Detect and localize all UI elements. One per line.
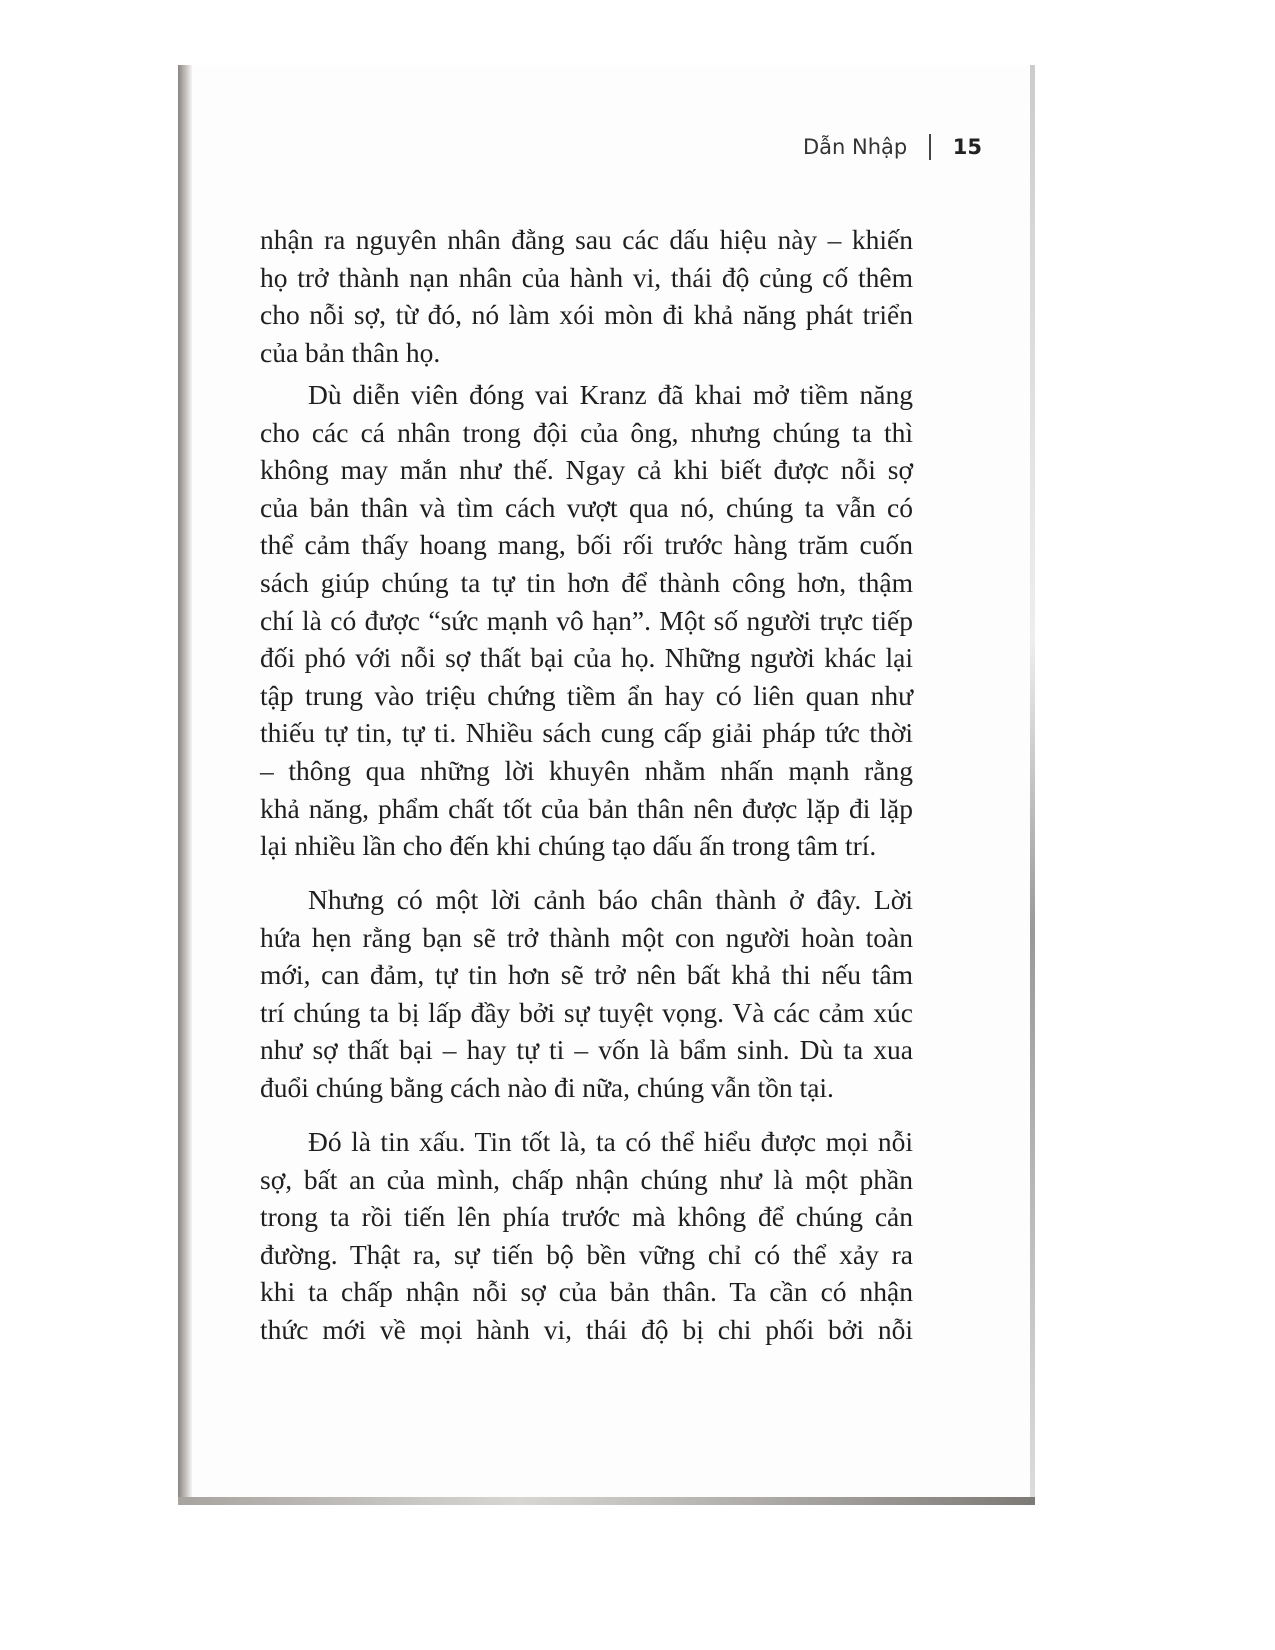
page-bottom-edge (178, 1497, 1035, 1505)
header-divider (929, 134, 931, 160)
text-line: – thông qua những lời khuyên nhằm nhấn mạnh rằng (260, 755, 913, 786)
text-line: đối phó với nỗi sợ thất bại của họ. Những người khác lại (260, 642, 913, 674)
text-line: thức mới về mọi hành vi, thái độ bị chi phối bởi nỗi (260, 1314, 913, 1345)
text-line: của bản thân và tìm cách vượt qua nó, chúng ta vẫn có (260, 491, 913, 523)
text-line: Nhưng có một lời cảnh báo chân thành ở đây. Lời (308, 884, 913, 915)
text-line: lại nhiều lần cho đến khi chúng tạo dấu ấn trong tâm trí. (260, 830, 877, 862)
text-line: Dù diễn viên đóng vai Kranz đã khai mở tiềm năng (308, 379, 913, 410)
text-line: hứa hẹn rằng bạn sẽ trở thành một con người hoàn toàn (260, 921, 913, 953)
chapter-title: Dẫn Nhập (803, 135, 908, 159)
text-line: nhận ra nguyên nhân đằng sau các dấu hiệu này – khiến (260, 224, 913, 255)
text-line: khi ta chấp nhận nỗi sợ của bản thân. Ta cần có nhận (260, 1276, 913, 1308)
text-line: đuổi chúng bằng cách nào đi nữa, chúng vẫn tồn tại. (260, 1072, 834, 1103)
text-line: như sợ thất bại – hay tự ti – vốn là bẩm sinh. Dù ta xua (260, 1034, 913, 1066)
text-line: trí chúng ta bị lấp đầy bởi sự tuyệt vọng. Và các cảm xúc (260, 996, 913, 1028)
text-line: tập trung vào triệu chứng tiềm ẩn hay có liên quan như (260, 679, 913, 711)
text-line: thể cảm thấy hoang mang, bối rối trước hàng trăm cuốn (260, 529, 913, 561)
page-spine-shadow (178, 65, 192, 1505)
text-line: đường. Thật ra, sự tiến bộ bền vững chỉ có thể xảy ra (260, 1238, 913, 1270)
text-line: của bản thân họ. (260, 336, 441, 368)
text-line: mới, can đảm, tự tin hơn sẽ trở nên bất khả thi nếu tâm (260, 959, 913, 991)
page-number: 15 (952, 135, 982, 159)
text-line: Đó là tin xấu. Tin tốt là, ta có thể hiểu được mọi nỗi (308, 1126, 913, 1157)
text-line: sách giúp chúng ta tự tin hơn để thành công hơn, thậm (260, 567, 913, 598)
text-line: khả năng, phẩm chất tốt của bản thân nên được lặp đi lặp (260, 792, 913, 824)
text-line: cho các cá nhân trong đội của ông, nhưng chúng ta thì (260, 416, 913, 448)
page-right-edge (1030, 65, 1035, 1505)
running-header (803, 134, 982, 160)
text-line: họ trở thành nạn nhân của hành vi, thái độ củng cố thêm (260, 261, 913, 293)
text-line: thiếu tự tin, tự ti. Nhiều sách cung cấp giải pháp tức thời (260, 717, 913, 749)
text-line: sợ, bất an của mình, chấp nhận chúng như là một phần (260, 1163, 913, 1195)
text-line: không may mắn như thế. Ngay cả khi biết được nỗi sợ (260, 454, 913, 486)
text-line: chí là có được “sức mạnh vô hạn”. Một số người trực tiếp (260, 604, 913, 636)
text-line: trong ta rồi tiến lên phía trước mà không để chúng cản (260, 1201, 913, 1233)
text-line: cho nỗi sợ, từ đó, nó làm xói mòn đi khả năng phát triển (260, 299, 913, 331)
